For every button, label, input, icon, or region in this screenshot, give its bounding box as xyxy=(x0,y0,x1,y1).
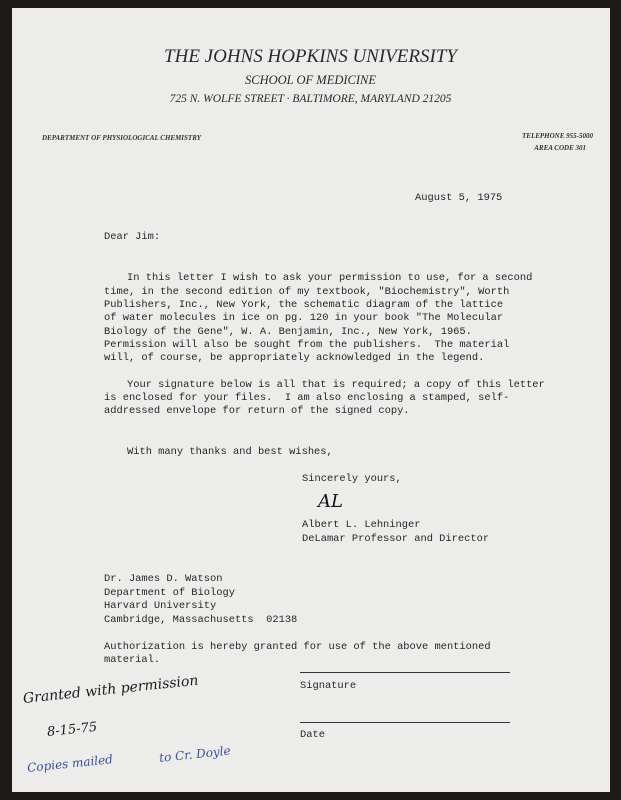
handwritten-date: 8-15-75 xyxy=(46,719,98,741)
text-line: time, in the second edition of my textbook, "Biochemistry", Worth xyxy=(104,286,510,298)
letterhead-address: 725 N. WOLFE STREET · BALTIMORE, MARYLAND 21205 xyxy=(169,93,452,105)
text-line: addressed envelope for return of the signed copy. xyxy=(104,405,410,417)
letter-date: August 5, 1975 xyxy=(415,192,503,204)
closing-line: With many thanks and best wishes, xyxy=(127,446,333,458)
school-name: SCHOOL OF MEDICINE xyxy=(244,73,377,87)
text-line: Biology of the Gene", W. A. Benjamin, Inc., New York, 1965. xyxy=(104,326,472,338)
authorization-text: material. xyxy=(104,654,161,666)
text-line: will, of course, be appropriately acknowledged in the legend. xyxy=(104,352,485,364)
handwritten-copies-recipient: to Cr. Doyle xyxy=(158,743,232,766)
text-line: is enclosed for your files. I am also enclosing a stamped, self- xyxy=(104,392,510,404)
text-line: Permission will also be sought from the publishers. The material xyxy=(104,339,510,351)
address-line: Dr. James D. Watson xyxy=(104,573,223,585)
sender-title: DeLamar Professor and Director xyxy=(302,533,490,545)
text-line: of water molecules in ice on pg. 120 in your book "The Molecular xyxy=(104,312,504,324)
signature-line xyxy=(300,672,510,673)
address-line: Harvard University xyxy=(104,600,217,612)
text-line: Publishers, Inc., New York, the schematic diagram of the lattice xyxy=(104,299,504,311)
closing: Sincerely yours, xyxy=(302,473,402,485)
address-line: Department of Biology xyxy=(104,587,235,599)
date-line xyxy=(300,722,510,723)
area-code: AREA CODE 301 xyxy=(534,144,586,152)
salutation: Dear Jim: xyxy=(104,231,161,243)
university-name: THE JOHNS HOPKINS UNIVERSITY xyxy=(164,46,457,67)
address-line: Cambridge, Massachusetts 02138 xyxy=(104,614,298,626)
authorization-text: Authorization is hereby granted for use of the above mentioned xyxy=(104,641,491,653)
telephone: TELEPHONE 955-5000 xyxy=(522,132,593,140)
text-line: In this letter I wish to ask your permission to use, for a second xyxy=(127,272,533,284)
text-line: Your signature below is all that is required; a copy of this letter xyxy=(127,379,545,391)
signature-initials: AL xyxy=(318,491,343,512)
date-label: Date xyxy=(300,729,325,741)
handwritten-note: Granted with permission xyxy=(22,672,200,708)
handwritten-copies-note: Copies mailed xyxy=(26,752,114,776)
signature-label: Signature xyxy=(300,680,357,692)
sender-name: Albert L. Lehninger xyxy=(302,519,421,531)
department-name: DEPARTMENT OF PHYSIOLOGICAL CHEMISTRY xyxy=(42,134,202,142)
